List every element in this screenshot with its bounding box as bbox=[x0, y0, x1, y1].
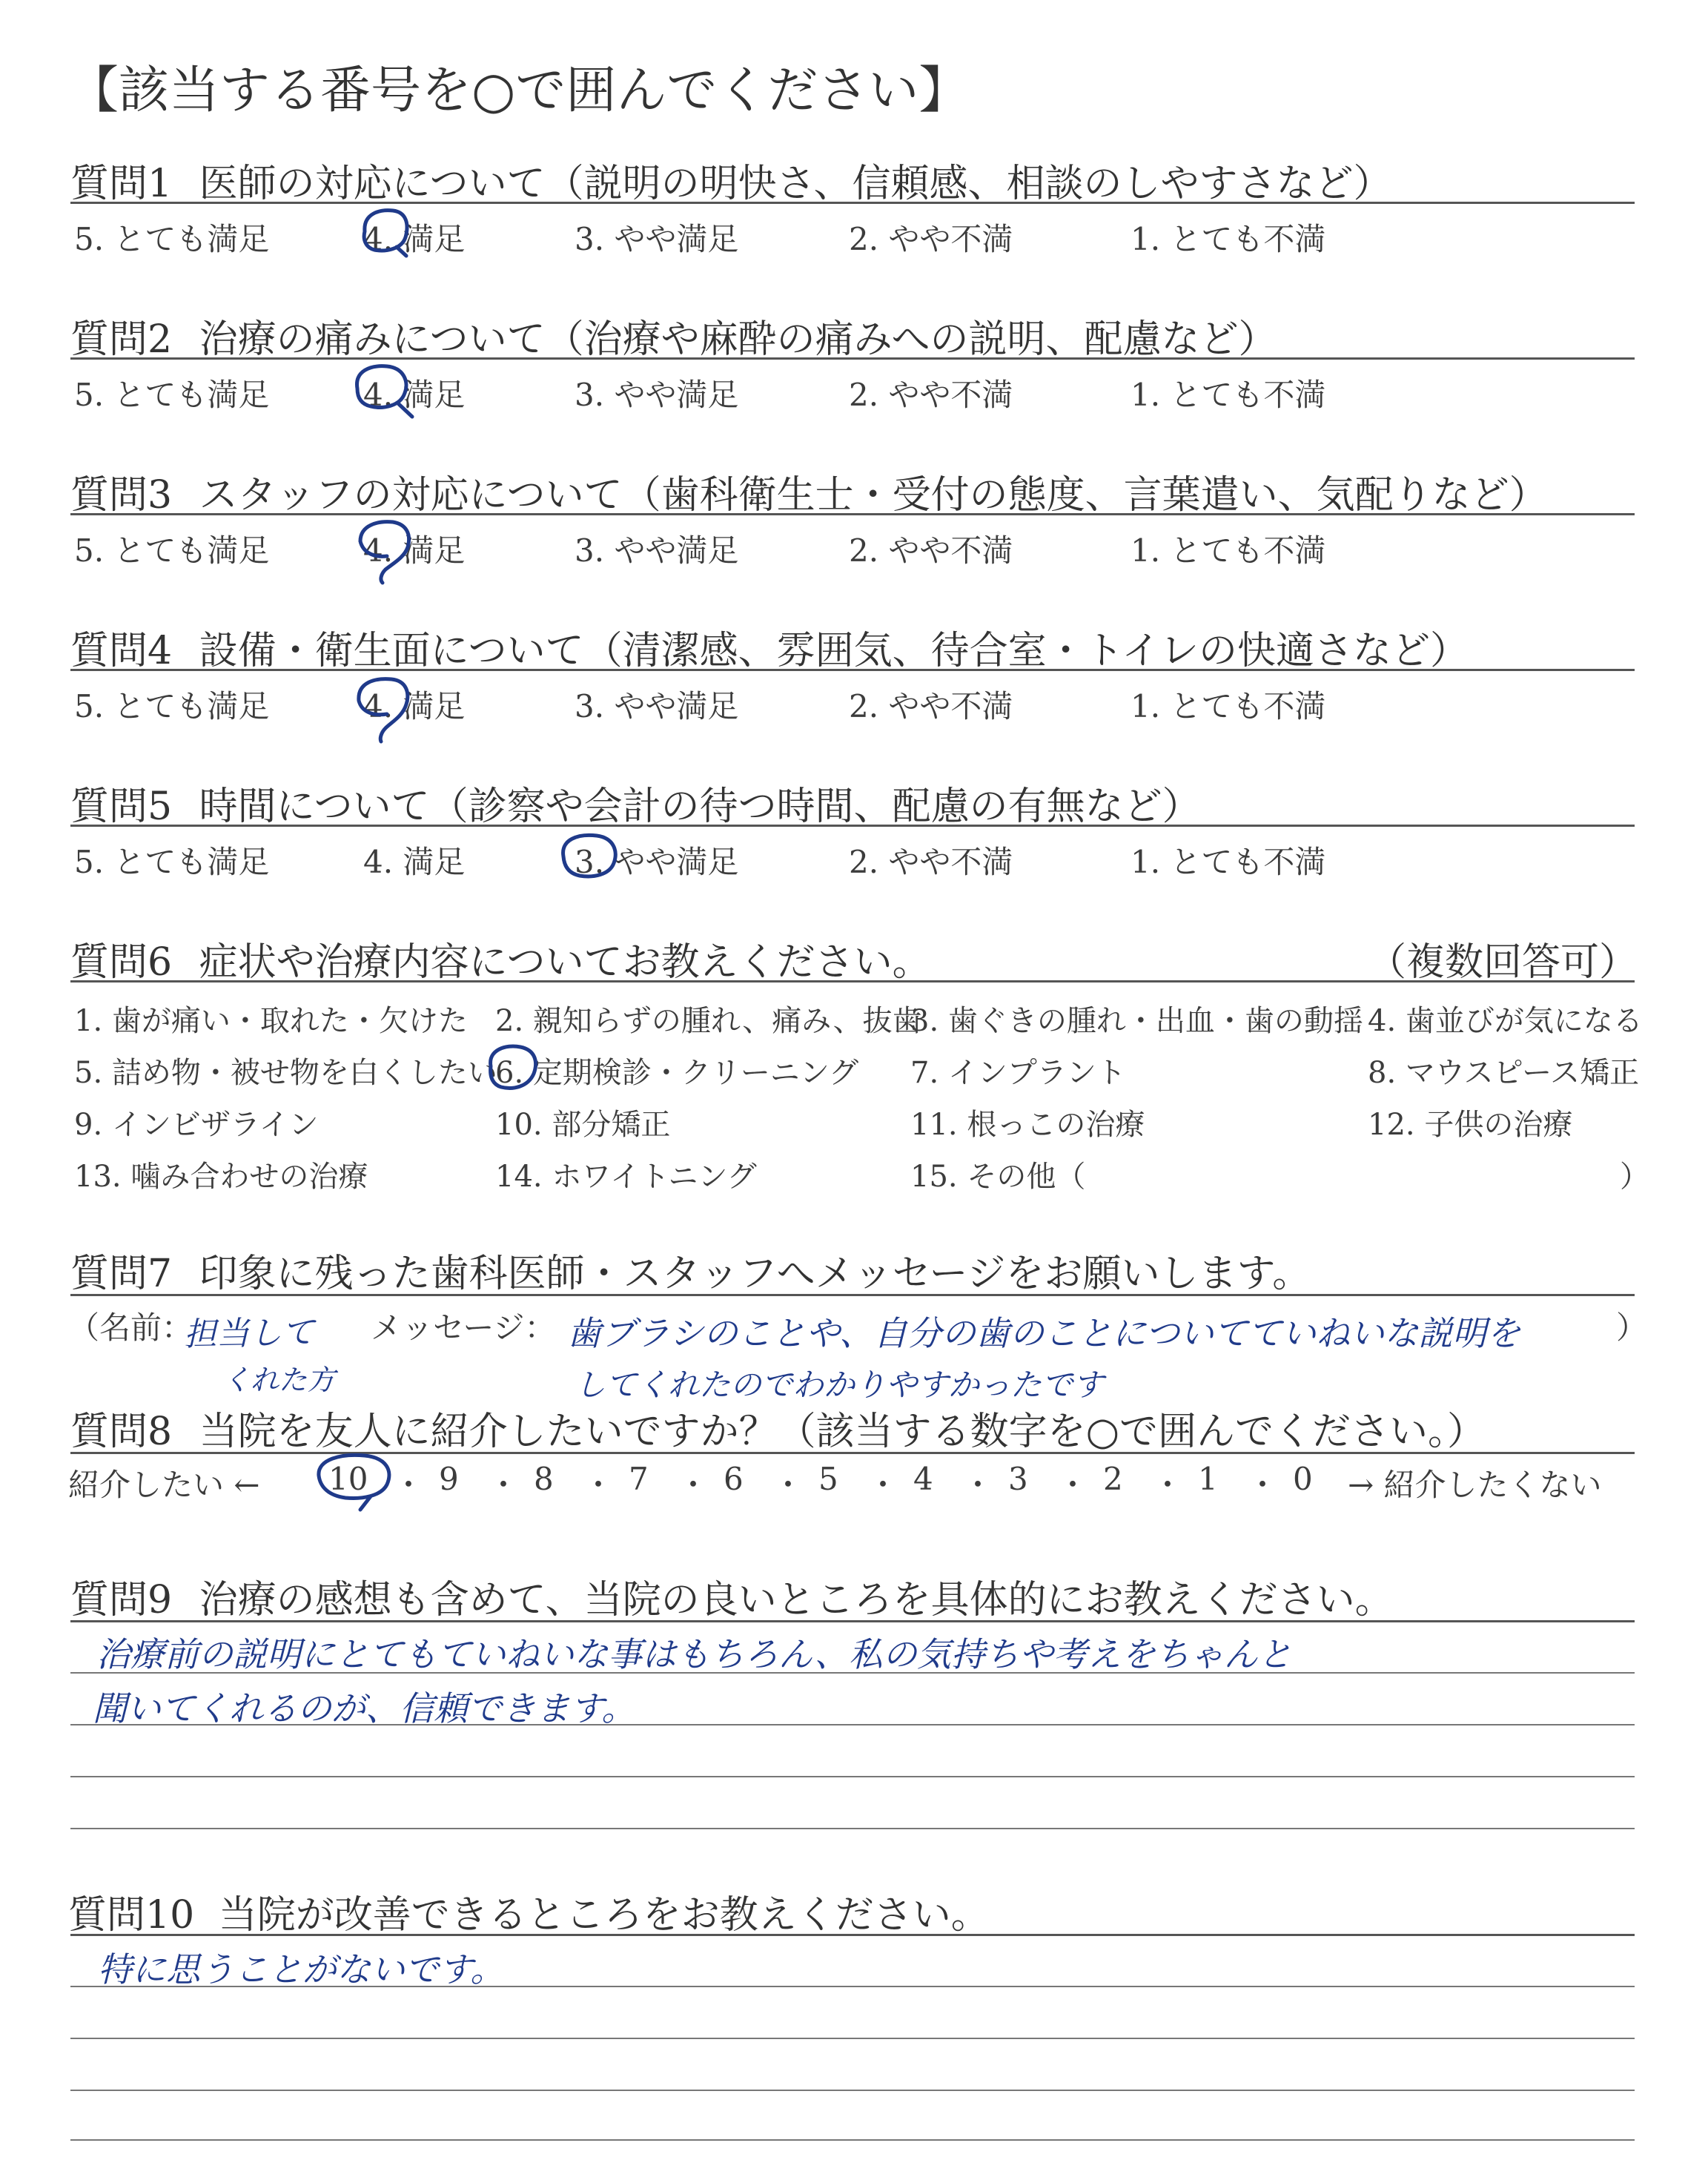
q6-option-14[interactable]: 14. ホワイトニング bbox=[495, 1160, 757, 1194]
q1-option-4[interactable]: 4. 満足 bbox=[363, 221, 466, 257]
q5-option-3[interactable]: 3. やや満足 bbox=[575, 844, 739, 880]
q6-option-11[interactable]: 11. 根っこの治療 bbox=[910, 1108, 1145, 1142]
q10-label: 質問10 bbox=[68, 1893, 195, 1938]
q5-label: 質問5 bbox=[70, 785, 173, 829]
q7-message-answer-line1[interactable]: 歯ブラシのことや、自分の歯のことについてていねいな説明を bbox=[567, 1313, 1521, 1353]
q8-label: 質問8 bbox=[70, 1410, 173, 1454]
q2-option-4[interactable]: 4. 満足 bbox=[363, 377, 466, 413]
q4-selected-circle bbox=[359, 679, 408, 742]
q2-option-1[interactable]: 1. とても不満 bbox=[1131, 377, 1326, 413]
q8-text: 当院を友人に紹介したいですか？（該当する数字を○で囲んでください。） bbox=[199, 1410, 1486, 1454]
q8-dot: ・ bbox=[867, 1467, 899, 1503]
q2-option-5[interactable]: 5. とても満足 bbox=[74, 377, 270, 413]
q3-option-4[interactable]: 4. 満足 bbox=[363, 532, 466, 569]
q6-option-5[interactable]: 5. 詰め物・被せ物を白くしたい bbox=[74, 1056, 497, 1090]
q8-selected-circle bbox=[319, 1455, 389, 1510]
q1-text: 医師の対応について（説明の明快さ、信頼感、相談のしやすさなど） bbox=[199, 162, 1392, 206]
q8-dot: ・ bbox=[1247, 1467, 1279, 1503]
q6-multiple-note: （複数回答可） bbox=[1368, 940, 1638, 985]
q8-dot: ・ bbox=[1152, 1467, 1184, 1503]
page-title: 【該当する番号を○で囲んでください】 bbox=[68, 62, 970, 120]
q3-option-1[interactable]: 1. とても不満 bbox=[1131, 532, 1326, 569]
q5-text: 時間について（診察や会計の待つ時間、配慮の有無など） bbox=[199, 785, 1201, 829]
q1-option-3[interactable]: 3. やや満足 bbox=[575, 221, 739, 257]
q8-scale-1[interactable]: 1 bbox=[1198, 1461, 1218, 1497]
q4-text: 設備・衛生面について（清潔感、雰囲気、待合室・トイレの快適さなど） bbox=[199, 629, 1469, 673]
q7-message-answer-line2[interactable]: してくれたのでわかりやすかったです bbox=[575, 1367, 1105, 1403]
q8-right-label: → 紹介したくない bbox=[1348, 1467, 1602, 1503]
q7-message-label: メッセージ： bbox=[371, 1309, 556, 1346]
q8-dot: ・ bbox=[772, 1467, 804, 1503]
q8-dot: ・ bbox=[678, 1467, 709, 1503]
q9-answer-line1[interactable]: 治療前の説明にとてもていねいな事はもちろん、私の気持ちや考えをちゃんと bbox=[96, 1634, 1292, 1674]
q10-answer-line1[interactable]: 特に思うことがないです。 bbox=[98, 1949, 505, 1989]
q4-option-2[interactable]: 2. やや不満 bbox=[849, 688, 1013, 724]
q2-selected-circle bbox=[357, 366, 412, 417]
q2-text: 治療の痛みについて（治療や麻酔の痛みへの説明、配慮など） bbox=[199, 317, 1277, 362]
q3-text: スタッフの対応について（歯科衛生士・受付の態度、言葉遣い、気配りなど） bbox=[199, 473, 1548, 518]
q2-option-3[interactable]: 3. やや満足 bbox=[575, 377, 739, 413]
q3-option-5[interactable]: 5. とても満足 bbox=[74, 532, 270, 569]
q2-option-2[interactable]: 2. やや不満 bbox=[849, 377, 1013, 413]
q6-option-13[interactable]: 13. 噛み合わせの治療 bbox=[74, 1160, 368, 1194]
q4-option-5[interactable]: 5. とても満足 bbox=[74, 688, 270, 724]
q9-answer-line2[interactable]: 聞いてくれるのが、信頼できます。 bbox=[93, 1688, 636, 1728]
q6-option-10[interactable]: 10. 部分矯正 bbox=[495, 1108, 671, 1142]
q8-dot: ・ bbox=[488, 1467, 520, 1503]
q3-label: 質問3 bbox=[70, 473, 173, 518]
q6-option-15[interactable]: 15. その他（ bbox=[910, 1160, 1086, 1194]
q4-option-3[interactable]: 3. やや満足 bbox=[575, 688, 739, 724]
q6-option-12[interactable]: 12. 子供の治療 bbox=[1368, 1108, 1573, 1142]
q4-option-1[interactable]: 1. とても不満 bbox=[1131, 688, 1326, 724]
q6-selected-circle bbox=[491, 1046, 536, 1088]
q5-option-4[interactable]: 4. 満足 bbox=[363, 844, 466, 880]
q8-left-label: 紹介したい ← bbox=[68, 1467, 260, 1503]
q8-scale-8[interactable]: 8 bbox=[534, 1461, 554, 1497]
q7-close-paren: ） bbox=[1616, 1309, 1648, 1346]
q8-dot: ・ bbox=[583, 1467, 615, 1503]
q6-label: 質問6 bbox=[70, 940, 173, 985]
q5-option-5[interactable]: 5. とても満足 bbox=[74, 844, 270, 880]
q8-scale-4[interactable]: 4 bbox=[913, 1461, 933, 1497]
q1-selected-circle bbox=[364, 211, 407, 256]
q7-name-label: （名前： bbox=[68, 1309, 193, 1346]
q4-option-4[interactable]: 4. 満足 bbox=[363, 688, 466, 724]
q1-option-2[interactable]: 2. やや不満 bbox=[849, 221, 1013, 257]
q3-option-2[interactable]: 2. やや不満 bbox=[849, 532, 1013, 569]
q1-option-1[interactable]: 1. とても不満 bbox=[1131, 221, 1326, 257]
q6-option-2[interactable]: 2. 親知らずの腫れ、痛み、抜歯 bbox=[495, 1004, 922, 1038]
q8-scale-7[interactable]: 7 bbox=[629, 1461, 649, 1497]
q10-text: 当院が改善できるところをお教えください。 bbox=[218, 1893, 990, 1938]
q6-option-6[interactable]: 6. 定期検診・クリーニング bbox=[495, 1056, 859, 1090]
q8-scale-5[interactable]: 5 bbox=[818, 1461, 838, 1497]
q8-dot: ・ bbox=[393, 1467, 425, 1503]
q9-text: 治療の感想も含めて、当院の良いところを具体的にお教えください。 bbox=[199, 1578, 1394, 1622]
q8-scale-6[interactable]: 6 bbox=[724, 1461, 744, 1497]
q7-text: 印象に残った歯科医師・スタッフへメッセージをお願いします。 bbox=[199, 1252, 1311, 1296]
q8-dot: ・ bbox=[962, 1467, 994, 1503]
q5-option-1[interactable]: 1. とても不満 bbox=[1131, 844, 1326, 880]
q2-label: 質問2 bbox=[70, 317, 173, 362]
q9-label: 質問9 bbox=[70, 1578, 173, 1622]
q6-option-4[interactable]: 4. 歯並びが気になる bbox=[1368, 1004, 1643, 1038]
q6-option-9[interactable]: 9. インビザライン bbox=[74, 1108, 319, 1142]
q7-name-answer-line2[interactable]: くれた方 bbox=[222, 1364, 336, 1396]
q5-option-2[interactable]: 2. やや不満 bbox=[849, 844, 1013, 880]
q8-scale-3[interactable]: 3 bbox=[1008, 1461, 1028, 1497]
q6-option-8[interactable]: 8. マウスピース矯正 bbox=[1368, 1056, 1640, 1090]
q4-label: 質問4 bbox=[70, 629, 173, 673]
q7-label: 質問7 bbox=[70, 1252, 173, 1296]
q8-scale-2[interactable]: 2 bbox=[1103, 1461, 1123, 1497]
q3-selected-circle bbox=[360, 522, 409, 583]
q6-option-7[interactable]: 7. インプラント bbox=[910, 1056, 1126, 1090]
q6-option-1[interactable]: 1. 歯が痛い・取れた・欠けた bbox=[74, 1004, 468, 1038]
q1-label: 質問1 bbox=[70, 162, 173, 206]
q7-name-answer-line1[interactable]: 担当して bbox=[183, 1313, 315, 1354]
q5-selected-circle bbox=[563, 835, 616, 876]
q8-scale-9[interactable]: 9 bbox=[439, 1461, 459, 1497]
q8-dot: ・ bbox=[1057, 1467, 1089, 1503]
q6-option-3[interactable]: 3. 歯ぐきの腫れ・出血・歯の動揺 bbox=[910, 1004, 1363, 1038]
q8-scale-10[interactable]: 10 bbox=[328, 1461, 368, 1497]
q6-text: 症状や治療内容についてお教えください。 bbox=[199, 940, 931, 985]
q6-other-close: ） bbox=[1620, 1160, 1649, 1194]
q3-option-3[interactable]: 3. やや満足 bbox=[575, 532, 739, 569]
q8-scale-0[interactable]: 0 bbox=[1293, 1461, 1313, 1497]
q1-option-5[interactable]: 5. とても満足 bbox=[74, 221, 270, 257]
